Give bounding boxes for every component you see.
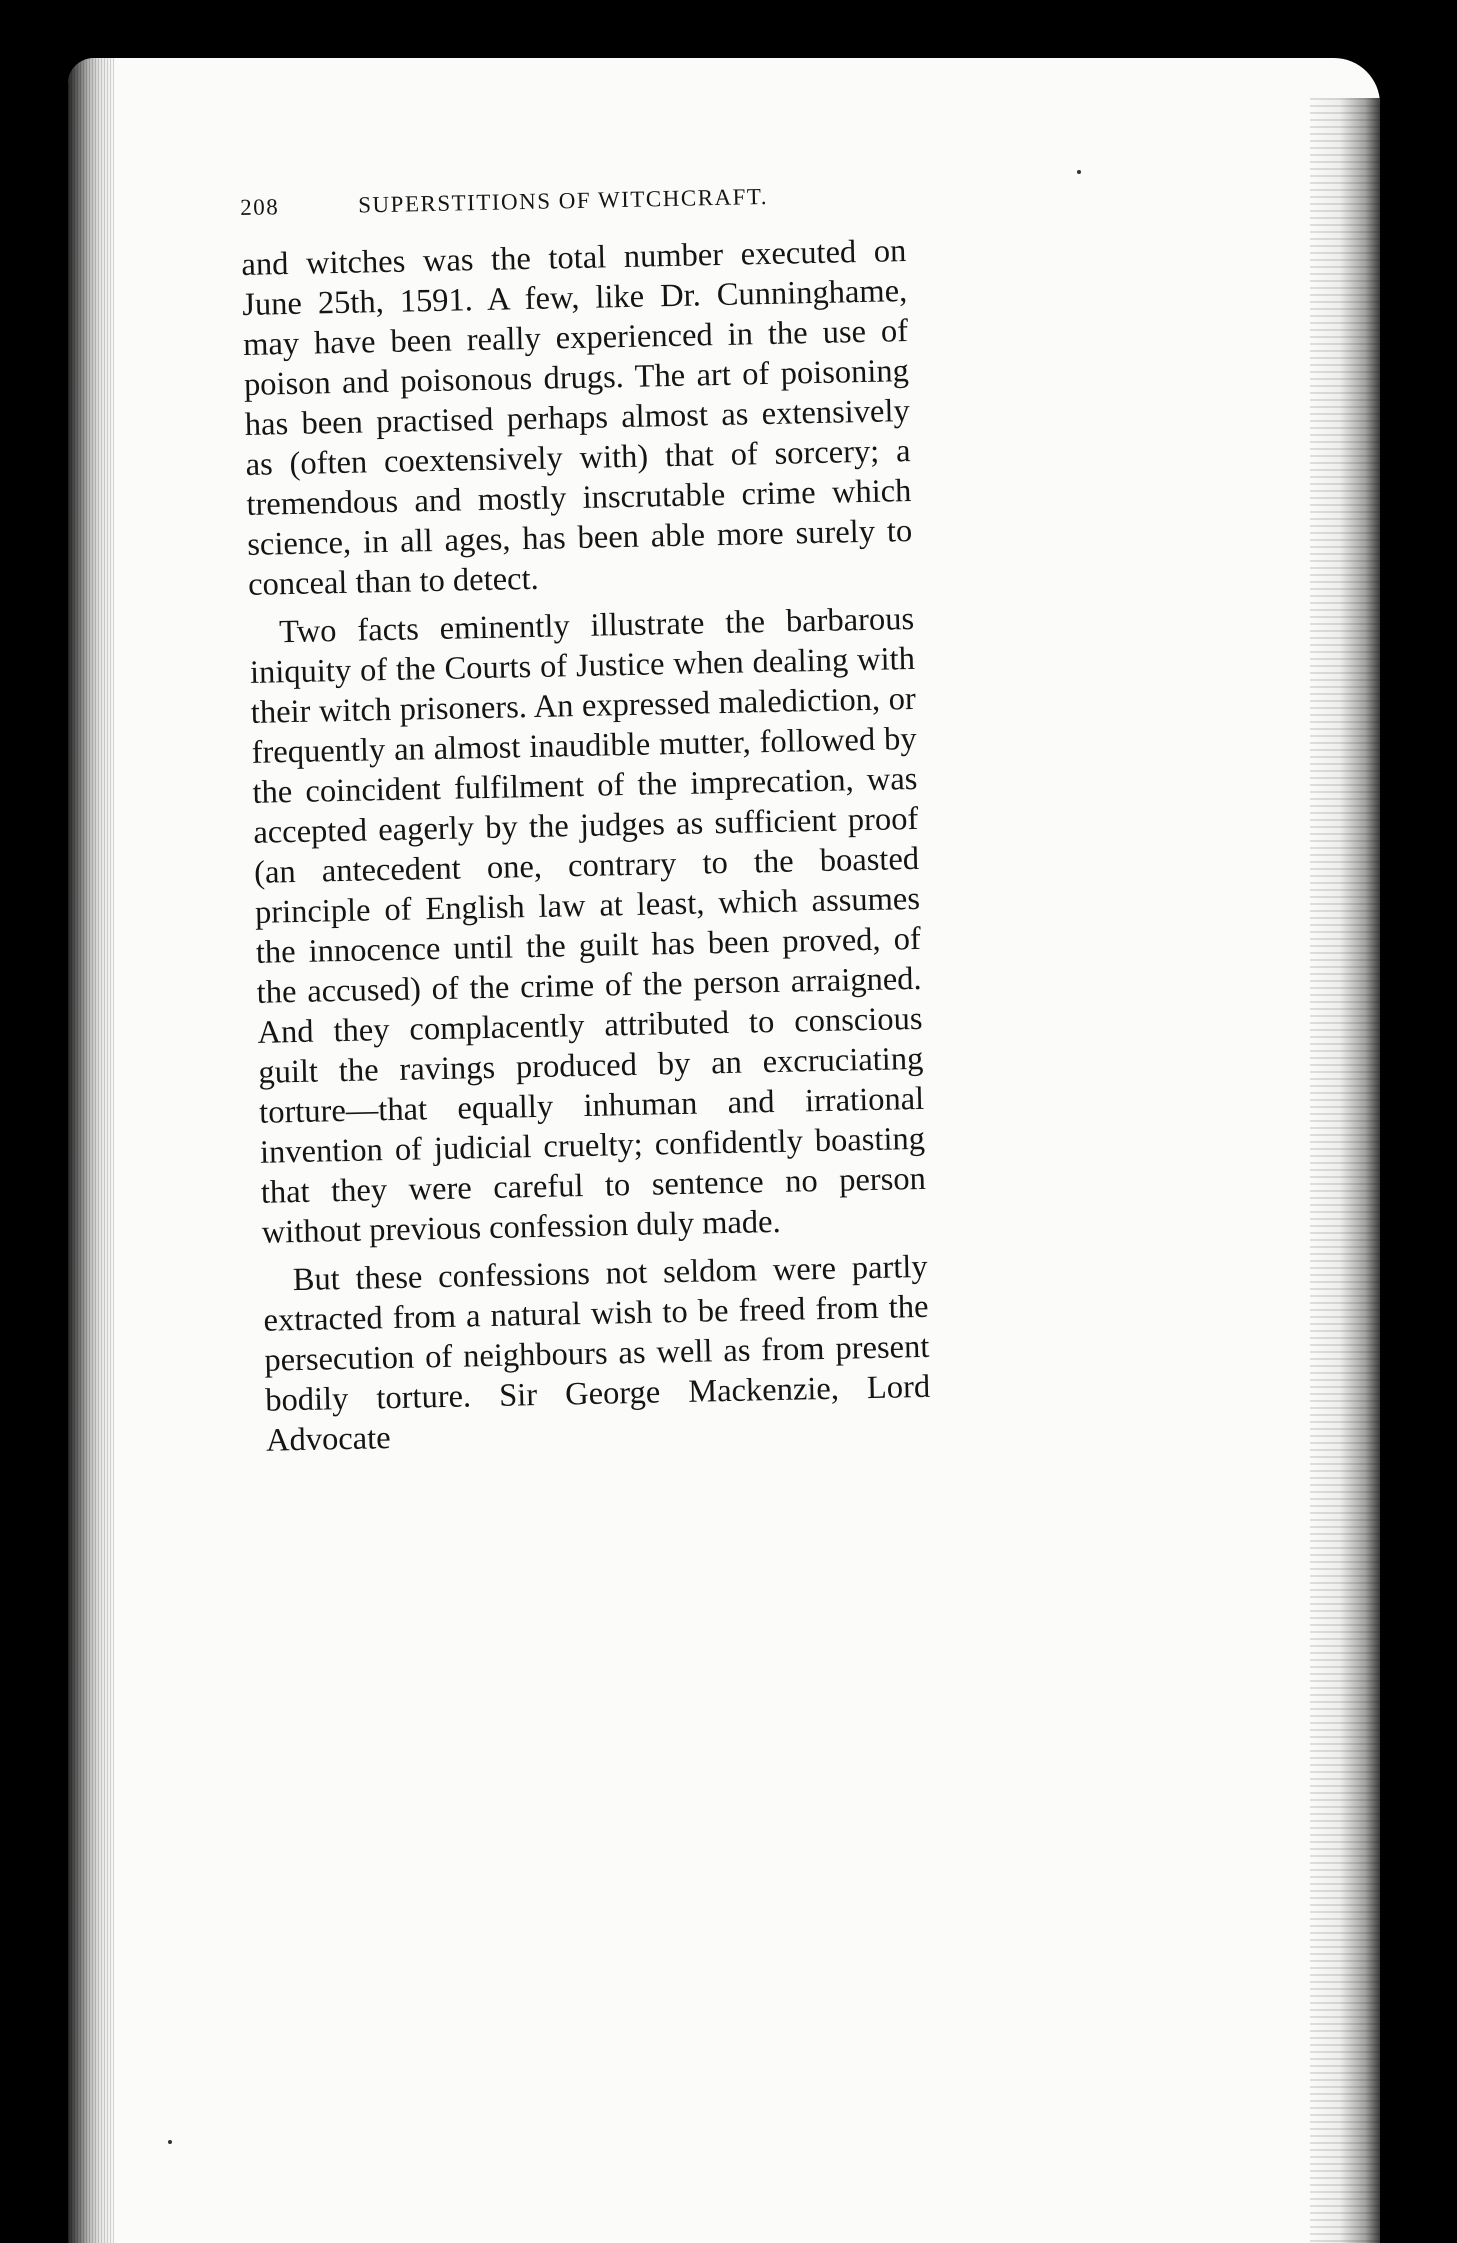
text-block: [240, 181, 931, 1461]
body-text: [241, 231, 931, 1461]
ink-speck: [1077, 170, 1081, 174]
paragraph-2: Two facts eminently illustrate the barbarous iniquity of the Courts of Justice when dealing with their witch prisoners. An expressed malediction, or frequently an almost inaudible mutter, followed by the coincident fulfilment of the imprecation, was accepted eagerly by the judges as sufficient proof (an antecedent one, contrary to the boasted principle of English law at least, which assumes the innocence until the guilt has been proved, of the accused) of the crime of the person arraigned. And they complacently attributed to conscious guilt the ravings produced by an excruciating torture—that equally inhuman and irrational invention of judicial cruelty; confidently boasting that they were careful to sentence no person without previous confession duly made.: [249, 600, 927, 1251]
binding-gutter-shadow: [68, 58, 116, 2243]
ink-speck: [168, 2140, 172, 2144]
page-number: 208: [240, 194, 280, 220]
page-edge-shadow: [1310, 98, 1380, 2243]
paragraph-1: and witches was the total number executed on June 25th, 1591. A few, like Dr. Cunninghame, may have been really experienced in the use of poison and poisonous drugs. The art of poisoning has been practised perhaps almost as extensively as (often coextensively with) that of sorcery; a tremendous and mostly inscrutable crime which science, in all ages, has been able more surely to conceal than to detect.: [241, 233, 913, 603]
running-title: SUPERSTITIONS OF WITCHCRAFT.: [357, 183, 769, 218]
paragraph-3: But these confessions not seldom were partly extracted from a natural wish to be freed from the persecution of neighbours as well as from present bodily torture. Sir George Mackenzie, Lord Advocate: [263, 1248, 931, 1459]
